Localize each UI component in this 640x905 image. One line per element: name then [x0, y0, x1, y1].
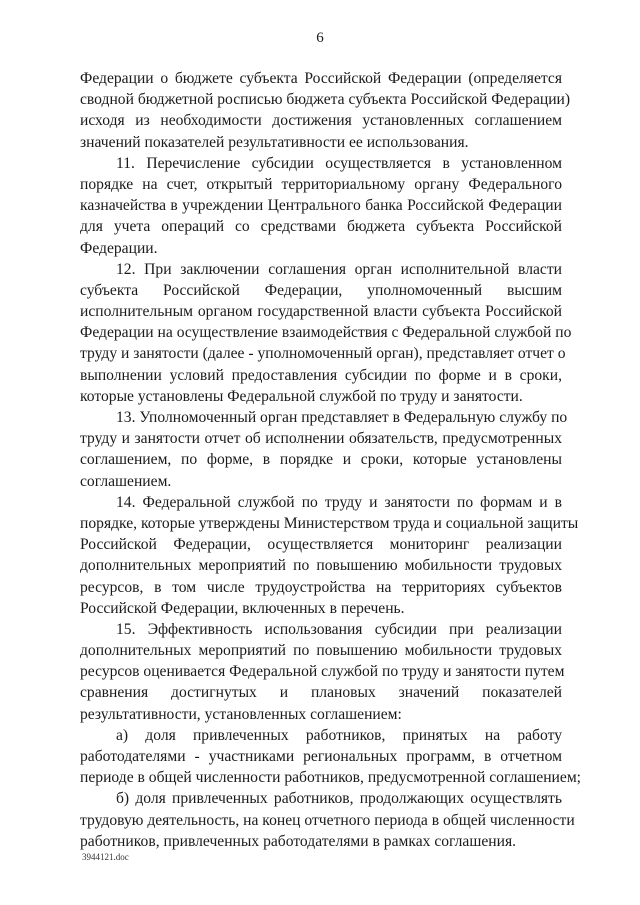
- text-line: работодателями - участниками региональных программ, в отчетном: [80, 748, 562, 765]
- text-line: 13. Уполномоченный орган представляет в Федеральную службу по: [116, 409, 568, 426]
- text-line: сводной бюджетной росписью бюджета субъекта Российской Федерации): [80, 91, 571, 109]
- paragraph-14: [80, 492, 579, 619]
- footer-filename: 3944121.doc: [82, 852, 129, 862]
- text-line: результативности, установленных соглашением:: [80, 705, 402, 723]
- page-number: 6: [316, 30, 324, 46]
- text-line: исходя из необходимости достижения установленных соглашением: [80, 112, 562, 130]
- text-line: порядке, которые утверждены Министерством труда и социальной защиты: [80, 514, 579, 532]
- text-line: ресурсов, в том числе трудоустройства на территориях субъектов: [80, 578, 562, 596]
- text-line: Федерации о бюджете субъекта Российской Федерации (определяется: [80, 70, 562, 87]
- text-line: Российской Федерации, включенных в перечень.: [80, 599, 405, 617]
- text-line: субъекта Российской Федерации, уполномоченный высшим: [80, 281, 562, 299]
- text-line: значений показателей результативности ее использования.: [80, 133, 469, 151]
- text-line: для учета операций со средствами бюджета субъекта Российской: [80, 218, 562, 236]
- paragraph-15: [80, 619, 565, 725]
- paragraph-12: [80, 259, 572, 407]
- text-line: соглашением, по форме, в порядке и сроки, которые установлены: [80, 451, 562, 469]
- paragraph-item-a: [80, 725, 582, 789]
- text-line: трудовую деятельность, на конец отчетного периода в общей численности: [80, 811, 575, 829]
- text-line: соглашением.: [80, 472, 172, 490]
- text-line: труду и занятости отчет об исполнении обязательств, предусмотренных: [80, 430, 562, 448]
- text-line: Федерации на осуществление взаимодействия с Федеральной службой по: [80, 324, 572, 342]
- text-line: порядке на счет, открытый территориальному органу Федерального: [80, 175, 562, 193]
- paragraph-continuation: [80, 68, 571, 153]
- text-line: Российской Федерации, осуществляется мониторинг реализации: [80, 536, 562, 554]
- text-line: периоде в общей численности работников, предусмотренной соглашением;: [80, 769, 582, 787]
- text-line: 11. Перечисление субсидии осуществляется в установленном: [116, 154, 562, 172]
- text-line: 12. При заключении соглашения орган исполнительной власти: [116, 260, 562, 278]
- text-line: а) доля привлеченных работников, принятых на работу: [116, 726, 562, 744]
- text-line: б) доля привлеченных работников, продолжающих осуществлять: [116, 790, 562, 808]
- text-line: исполнительным органом государственной власти субъекта Российской: [80, 303, 562, 321]
- text-line: труду и занятости (далее - уполномоченный орган), представляет отчет о: [80, 345, 566, 363]
- text-line: которые установлены Федеральной службой по труду и занятости.: [80, 387, 523, 405]
- text-line: работников, привлеченных работодателями в рамках соглашения.: [80, 832, 517, 850]
- document-body: [80, 68, 582, 852]
- text-line: 14. Федеральной службой по труду и занятости по формам и в: [116, 493, 562, 511]
- text-line: выполнении условий предоставления субсидии по форме и в сроки,: [80, 366, 562, 384]
- text-line: Федерации.: [80, 239, 158, 257]
- paragraph-13: [80, 407, 568, 492]
- text-line: сравнения достигнутых и плановых значений показателей: [80, 684, 562, 702]
- text-line: дополнительных мероприятий по повышению мобильности трудовых: [80, 557, 562, 575]
- paragraph-11: [80, 153, 562, 259]
- text-line: дополнительных мероприятий по повышению мобильности трудовых: [80, 642, 562, 660]
- paragraph-item-b: [80, 788, 575, 852]
- text-line: 15. Эффективность использования субсидии при реализации: [116, 620, 562, 638]
- text-line: ресурсов оценивается Федеральной службой по труду и занятости путем: [80, 663, 565, 681]
- text-line: казначейства в учреждении Центрального банка Российской Федерации: [80, 197, 562, 215]
